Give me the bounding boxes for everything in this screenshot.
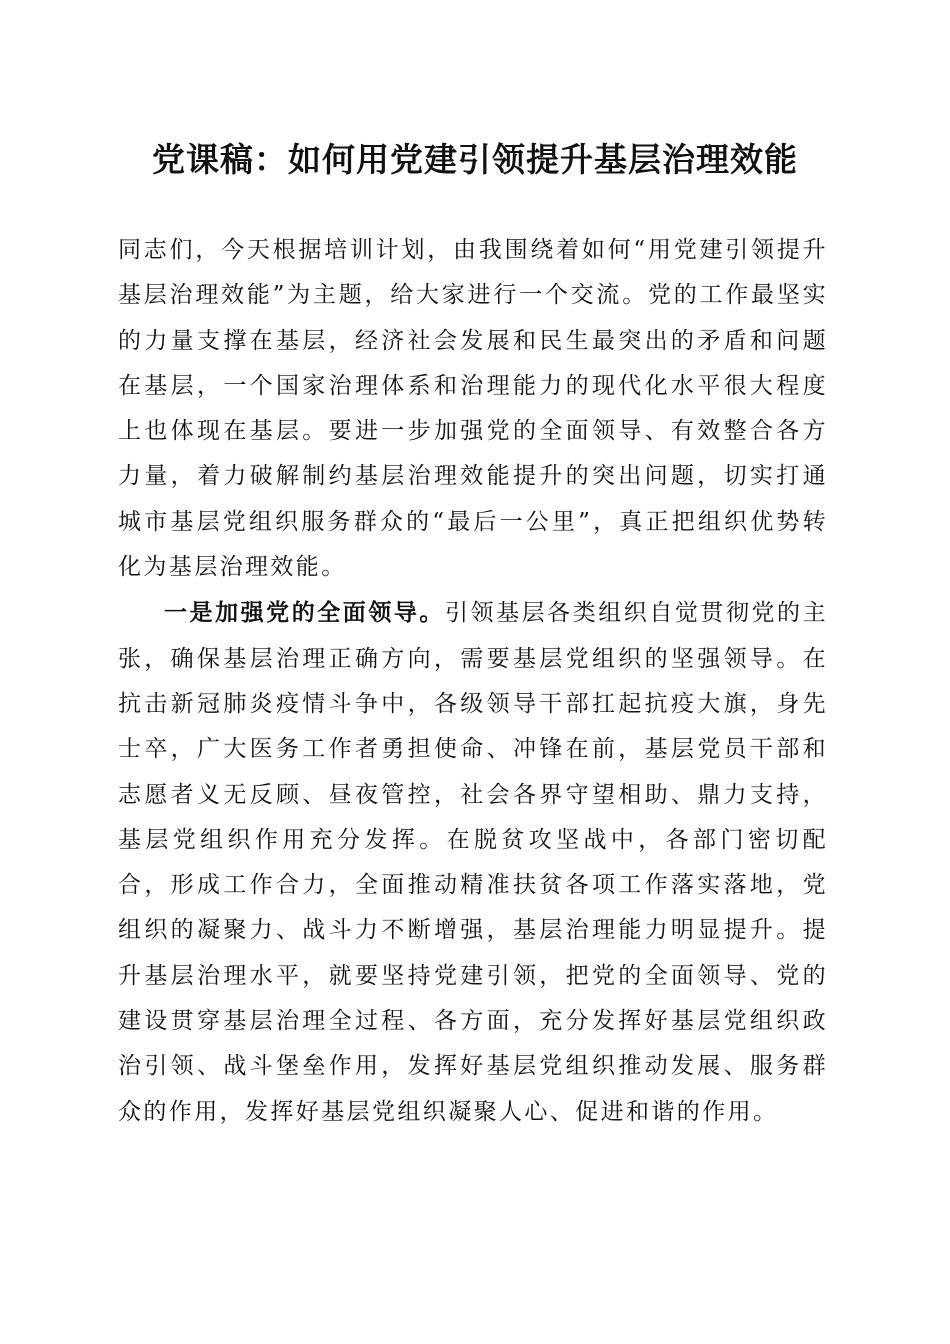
document-title: 党课稿：如何用党建引领提升基层治理效能 xyxy=(152,140,798,179)
document-body xyxy=(118,228,828,1135)
paragraph-section-one xyxy=(118,590,828,1135)
paragraph-intro: 同志们，今天根据培训计划，由我围绕着如何“用党建引领提升基层治理效能”为主题，给大家进行一个交流。党的工作最坚实的力量支撑在基层，经济社会发展和民生最突出的矛盾和问题在基层，一个国家治理体系和治理能力的现代化水平很大程度上也体现在基层。要进一步加强党的全面领导、有效整合各方力量，着力破解制约基层治理效能提升的突出问题，切实打通城市基层党组织服务群众的“最后一公里”，真正把组织优势转化为基层治理效能。 xyxy=(118,237,828,581)
section-one-text: 引领基层各类组织自觉贯彻党的主张，确保基层治理正确方向，需要基层党组织的坚强领导。在抗击新冠肺炎疫情斗争中，各级领导干部扛起抗疫大旗，身先士卒，广大医务工作者勇担使命、冲锋在前，基层党员干部和志愿者义无反顾、昼夜管控，社会各界守望相助、鼎力支持，基层党组织作用充分发挥。在脱贫攻坚战中，各部门密切配合，形成工作合力，全面推动精准扶贫各项工作落实落地，党组织的凝聚力、战斗力不断增强，基层治理能力明显提升。提升基层治理水平，就要坚持党建引领，把党的全面领导、党的建设贯穿基层治理全过程、各方面，充分发挥好基层党组织政治引领、战斗堡垒作用，发挥好基层党组织推动发展、服务群众的作用，发挥好基层党组织凝聚人心、促进和谐的作用。 xyxy=(118,600,828,1125)
section-one-heading: 一是加强党的全面领导。 xyxy=(164,599,445,627)
